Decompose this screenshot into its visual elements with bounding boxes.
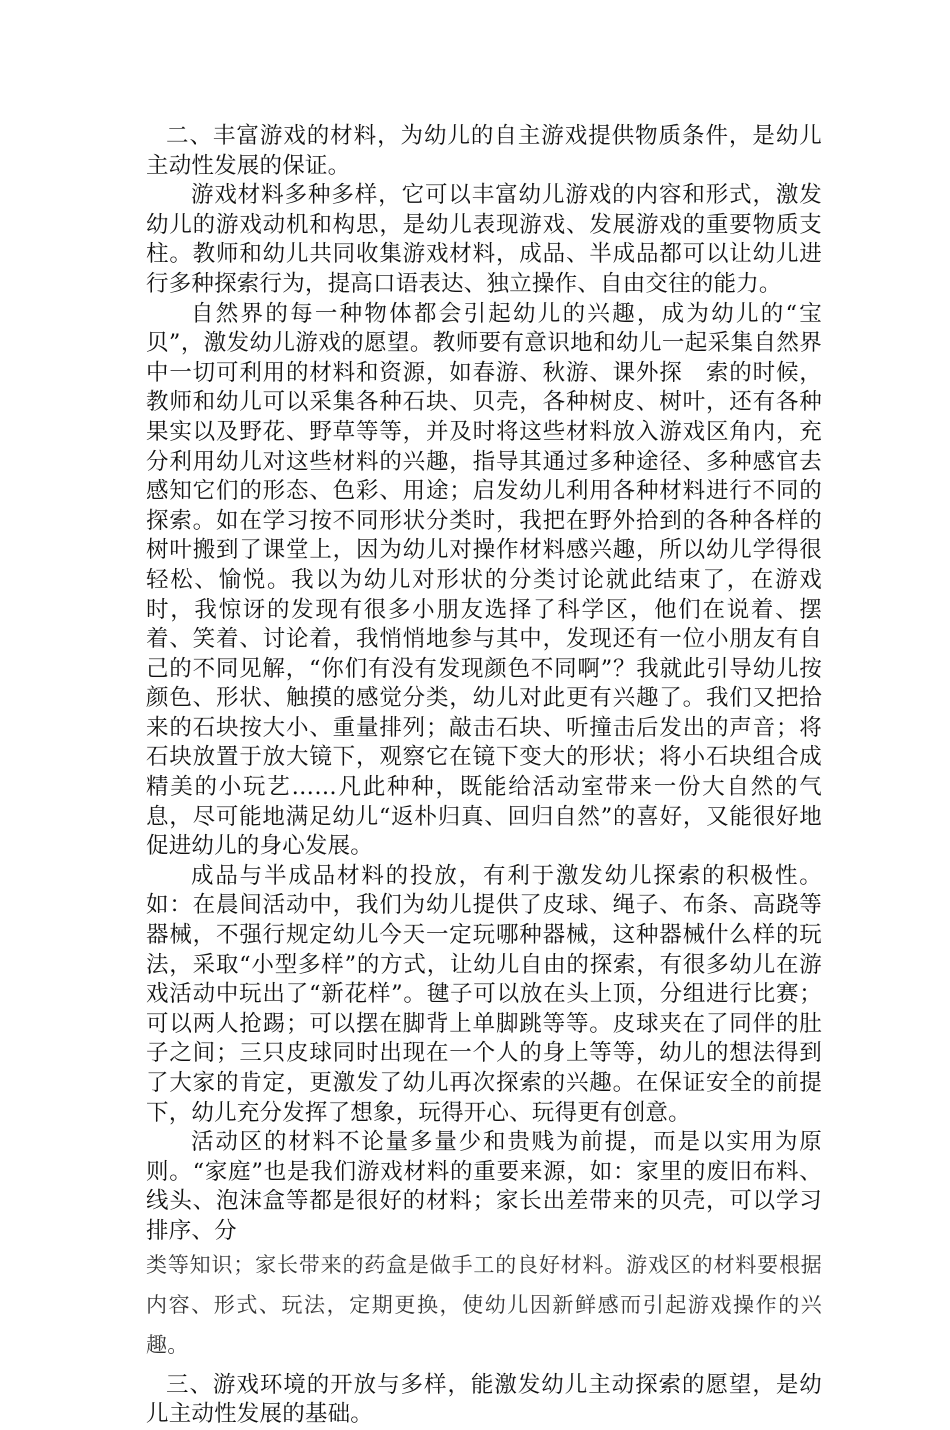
section-heading-2: 二、丰富游戏的材料，为幼儿的自主游戏提供物质条件，是幼儿主动性发展的保证。 (146, 123, 822, 179)
paragraph-natural-materials: 自然界的每一种物体都会引起幼儿的兴趣，成为幼儿的“宝贝”，激发幼儿游戏的愿望。教师要有意识地和幼儿一起采集自然界中一切可利用的材料和资源，如春游、秋游、课外探 索的时候，教师和幼儿可以采集各种石块、贝壳，各种树皮、树叶，还有各种果实以及野花、野草等等，并及时将这些材料放入游戏区角内，充分利用幼儿对这些材料的兴趣，指导其通过多种途径、多种感官去感知它们的形态、色彩、用途；启发幼儿利用各种材料进行不同的探索。如在学习按不同形状分类时，我把在野外拾到的各种各样的树叶搬到了课堂上，因为幼儿对操作材料感兴趣，所以幼儿学得很轻松、愉悦。我以为幼儿对形状的分类讨论就此结束了，在游戏时，我惊讶的发现有很多小朋友选择了科学区，他们在说着、摆着、笑着、讨论着，我悄悄地参与其中，发现还有一位小朋友有自己的不同见解，“你们有没有发现颜色不同啊”？我就此引导幼儿按颜色、形状、触摸的感觉分类，幼儿对此更有兴趣了。我们又把拾来的石块按大小、重量排列；敲击石块、听撞击后发出的声音；将石块放置于放大镜下，观察它在镜下变大的形状；将小石块组合成精美的小玩艺……凡此种种，既能给活动室带来一份大自然的气息，尽可能地满足幼儿“返朴归真、回归自然”的喜好，又能很好地促进幼儿的身心发展。 (146, 300, 822, 860)
paragraph-materials-variety: 游戏材料多种多样，它可以丰富幼儿游戏的内容和形式，激发幼儿的游戏动机和构思，是幼儿表现游戏、发展游戏的重要物质支柱。教师和幼儿共同收集游戏材料，成品、半成品都可以让幼儿进行多种探索行为，提高口语表达、独立操作、自由交往的能力。 (146, 182, 822, 297)
paragraph-activity-materials-continued: 类等知识；家长带来的药盒是做手工的良好材料。游戏区的材料要根据内容、形式、玩法，定期更换，使幼儿因新鲜感而引起游戏操作的兴趣。 (146, 1252, 822, 1357)
section-heading-3: 三、游戏环境的开放与多样，能激发幼儿主动探索的愿望，是幼儿主动性发展的基础。 (146, 1371, 822, 1428)
document-body (146, 122, 822, 1430)
paragraph-activity-materials: 活动区的材料不论量多量少和贵贱为前提，而是以实用为原则。“家庭”也是我们游戏材料的重要来源，如：家里的废旧布料、线头、泡沫盒等都是很好的材料；家长出差带来的贝壳，可以学习排序、分 (146, 1129, 822, 1244)
paragraph-finished-materials: 成品与半成品材料的投放，有利于激发幼儿探索的积极性。如：在晨间活动中，我们为幼儿提供了皮球、绳子、布条、高跷等器械，不强行规定幼儿今天一定玩哪种器械，这种器械什么样的玩法，采取“小型多样”的方式，让幼儿自由的探索，有很多幼儿在游戏活动中玩出了“新花样”。毽子可以放在头上顶，分组进行比赛；可以两人抢踢；可以摆在脚背上单脚跳等等。皮球夹在了同伴的肚子之间；三只皮球同时出现在一个人的身上等等，幼儿的想法得到了大家的肯定，更激发了幼儿再次探索的兴趣。在保证安全的前提下，幼儿充分发挥了想象，玩得开心、玩得更有创意。 (146, 862, 822, 1126)
